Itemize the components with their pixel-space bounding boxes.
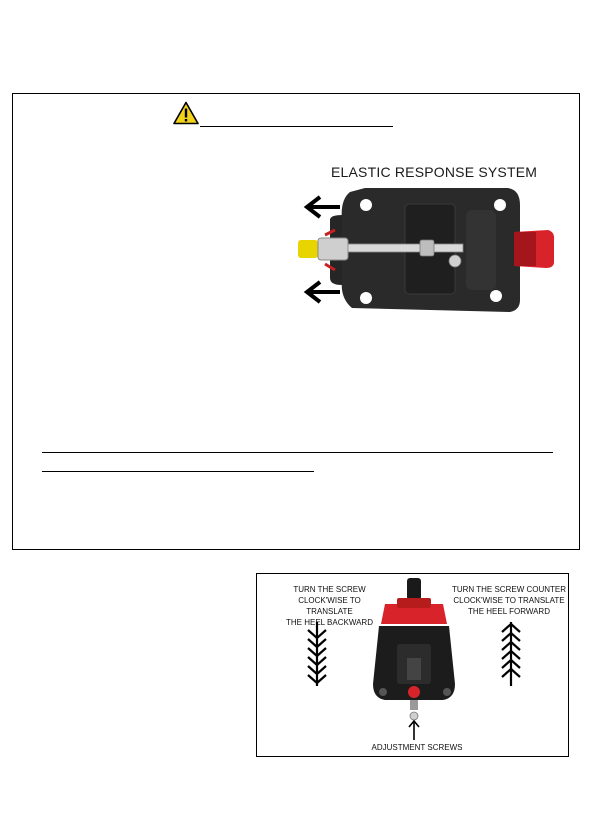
- warning-heading-underline: [200, 126, 393, 127]
- chevron-stack-down-icon: [308, 622, 326, 686]
- chevron-stack-up-icon: [502, 622, 520, 686]
- binding-heel-image: [373, 578, 455, 720]
- arrow-left-icon: [307, 197, 340, 217]
- arrow-up-icon: [409, 721, 419, 740]
- elastic-response-figure: [280, 160, 580, 325]
- bottom-caption: ADJUSTMENT SCREWS: [371, 743, 463, 752]
- binding-heel-plate-image: [280, 160, 580, 325]
- arrow-left-icon: [307, 282, 340, 302]
- right-caption: TURN THE SCREW COUNTER CLOCK'WISE TO TRANSLATE THE HEEL FORWARD: [451, 585, 567, 616]
- adjustment-figure: [256, 573, 569, 757]
- warning-triangle-icon: [173, 101, 199, 125]
- elastic-figure-title: ELASTIC RESPONSE SYSTEM: [331, 164, 538, 180]
- left-caption: TURN THE SCREW CLOCK'WISE TO TRANSLATE THE HEEL BACKWARD: [286, 585, 373, 627]
- adjustment-diagram: [257, 574, 570, 758]
- underline-rule-1: [42, 452, 553, 453]
- underline-rule-2: [42, 471, 314, 472]
